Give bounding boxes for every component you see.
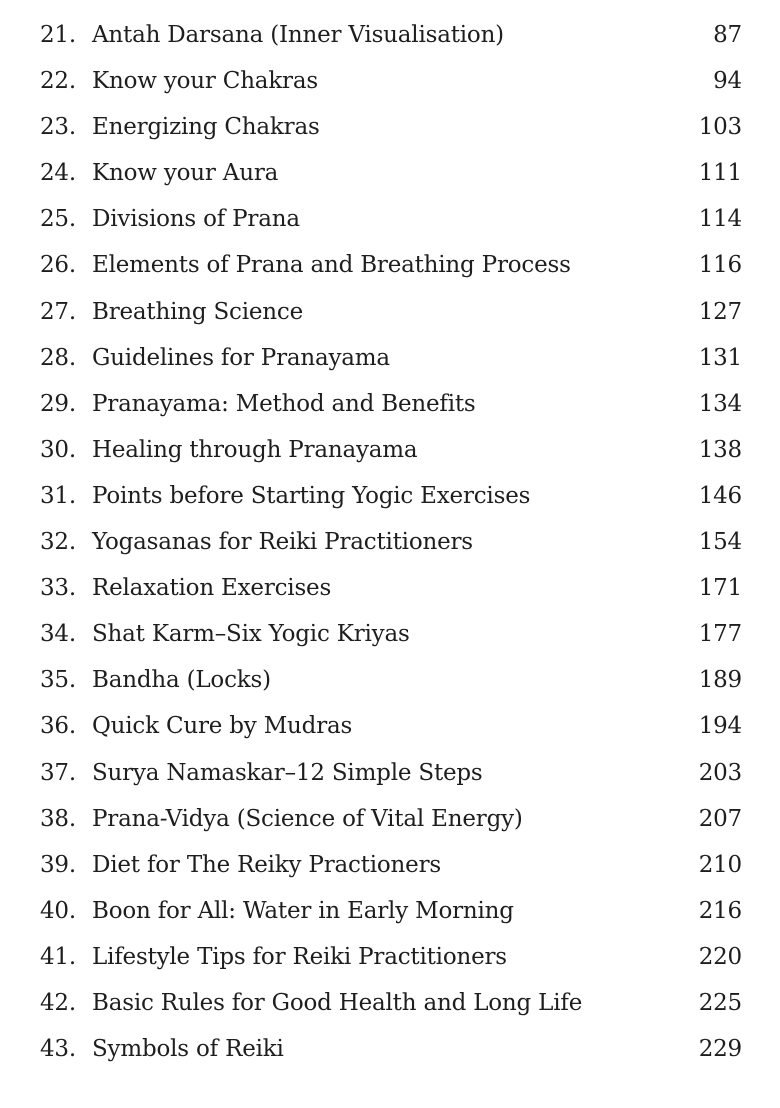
chapter-title: Lifestyle Tips for Reiki Practitioners [92, 943, 507, 970]
table-of-contents [40, 22, 742, 1082]
toc-entry-41 [40, 944, 742, 990]
chapter-title: Surya Namaskar–12 Simple Steps [92, 759, 483, 786]
toc-entry-23 [40, 114, 742, 160]
toc-entry-25 [40, 206, 742, 252]
toc-entry-29 [40, 391, 742, 437]
page-number: 138 [698, 436, 742, 463]
chapter-title: Elements of Prana and Breathing Process [92, 252, 571, 279]
chapter-number: 25. [40, 206, 76, 233]
chapter-number: 37. [40, 759, 76, 786]
chapter-title: Know your Aura [92, 160, 279, 187]
page-number: 131 [698, 344, 742, 371]
chapter-number: 36. [40, 713, 76, 740]
toc-entry-37 [40, 760, 742, 806]
page-number: 171 [698, 575, 742, 602]
chapter-number: 34. [40, 621, 76, 648]
page-number: 154 [698, 529, 742, 556]
toc-entry-38 [40, 806, 742, 852]
chapter-title: Prana-Vidya (Science of Vital Energy) [92, 805, 523, 832]
chapter-title: Basic Rules for Good Health and Long Life [92, 989, 583, 1016]
chapter-number: 29. [40, 390, 76, 417]
toc-entry-39 [40, 852, 742, 898]
chapter-title: Breathing Science [92, 298, 303, 325]
chapter-number: 26. [40, 252, 76, 279]
page-number: 146 [698, 482, 742, 509]
page-number: 111 [698, 160, 742, 187]
chapter-title: Energizing Chakras [92, 114, 320, 141]
toc-entry-43 [40, 1036, 742, 1082]
chapter-title: Quick Cure by Mudras [92, 713, 353, 740]
page-number: 210 [698, 851, 742, 878]
page-number: 177 [698, 621, 742, 648]
chapter-title: Pranayama: Method and Benefits [92, 390, 476, 417]
page-number: 127 [698, 298, 742, 325]
toc-entry-30 [40, 437, 742, 483]
chapter-title: Points before Starting Yogic Exercises [92, 482, 531, 509]
chapter-number: 39. [40, 851, 76, 878]
toc-entry-21 [40, 22, 742, 68]
page-number: 94 [713, 68, 742, 95]
chapter-number: 33. [40, 575, 76, 602]
chapter-number: 23. [40, 114, 76, 141]
toc-entry-24 [40, 160, 742, 206]
chapter-title: Know your Chakras [92, 68, 318, 95]
toc-entry-40 [40, 898, 742, 944]
page-number: 216 [698, 897, 742, 924]
chapter-title: Healing through Pranayama [92, 436, 418, 463]
page-number: 203 [698, 759, 742, 786]
chapter-title: Antah Darsana (Inner Visualisation) [92, 22, 504, 48]
chapter-number: 21. [40, 22, 76, 48]
toc-entry-36 [40, 713, 742, 759]
page-number: 220 [698, 943, 742, 970]
page-number: 103 [698, 114, 742, 141]
toc-entry-28 [40, 345, 742, 391]
page-number: 116 [698, 252, 742, 279]
chapter-number: 30. [40, 436, 76, 463]
toc-entry-34 [40, 621, 742, 667]
chapter-title: Shat Karm–Six Yogic Kriyas [92, 621, 410, 648]
chapter-number: 24. [40, 160, 76, 187]
chapter-title: Symbols of Reiki [92, 1036, 284, 1063]
chapter-title: Guidelines for Pranayama [92, 344, 390, 371]
chapter-number: 40. [40, 897, 76, 924]
page-number: 189 [698, 667, 742, 694]
page-number: 194 [698, 713, 742, 740]
page-number: 134 [698, 390, 742, 417]
page-number: 114 [698, 206, 742, 233]
toc-entry-42 [40, 990, 742, 1036]
page-number: 225 [698, 989, 742, 1016]
chapter-number: 32. [40, 529, 76, 556]
toc-entry-32 [40, 529, 742, 575]
page-number: 207 [698, 805, 742, 832]
chapter-number: 38. [40, 805, 76, 832]
chapter-title: Relaxation Exercises [92, 575, 332, 602]
chapter-number: 22. [40, 68, 76, 95]
chapter-title: Diet for The Reiky Practioners [92, 851, 441, 878]
toc-entry-31 [40, 483, 742, 529]
chapter-number: 28. [40, 344, 76, 371]
toc-entry-22 [40, 68, 742, 114]
chapter-number: 27. [40, 298, 76, 325]
chapter-number: 31. [40, 482, 76, 509]
chapter-title: Boon for All: Water in Early Morning [92, 897, 514, 924]
chapter-title: Bandha (Locks) [92, 667, 271, 694]
chapter-title: Divisions of Prana [92, 206, 300, 233]
chapter-number: 42. [40, 989, 76, 1016]
toc-entry-26 [40, 252, 742, 298]
toc-entry-27 [40, 299, 742, 345]
chapter-number: 43. [40, 1036, 76, 1063]
chapter-number: 35. [40, 667, 76, 694]
toc-entry-35 [40, 667, 742, 713]
page-number: 229 [698, 1036, 742, 1063]
toc-entry-33 [40, 575, 742, 621]
chapter-number: 41. [40, 943, 76, 970]
page-number: 87 [713, 22, 742, 48]
chapter-title: Yogasanas for Reiki Practitioners [92, 529, 473, 556]
